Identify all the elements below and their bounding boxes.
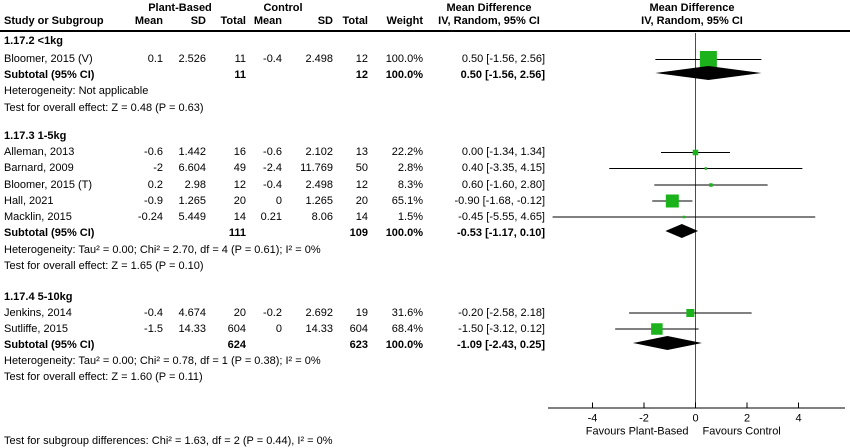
pb-sd: 14.33 xyxy=(178,322,206,335)
col-weight: Weight xyxy=(386,15,423,27)
col-ctl-mean: Mean xyxy=(253,15,282,27)
ctl-sd: 2.498 xyxy=(305,178,333,191)
ctl-total: 13 xyxy=(355,146,368,158)
study-name: Barnard, 2009 xyxy=(4,162,74,174)
favours-left-label: Favours Plant-Based xyxy=(585,425,689,438)
pb-mean: -0.4 xyxy=(144,306,163,319)
subtotal-pb-total: 111 xyxy=(228,227,246,239)
subgroup-title-row xyxy=(0,130,850,143)
subgroup-title: 1.17.3 1-5kg xyxy=(4,129,67,142)
subtotal-label: Subtotal (95% CI) xyxy=(4,338,95,351)
subtotal-ci: -1.09 [-2.43, 0.25] xyxy=(456,338,545,351)
subtotal-row xyxy=(0,339,850,352)
study-ci: 0.50 [-1.56, 2.56] xyxy=(461,53,545,65)
md-header-text-line2: IV, Random, 95% CI xyxy=(438,15,540,27)
ctl-sd: 2.692 xyxy=(305,306,333,319)
subtotal-pb-total: 11 xyxy=(234,69,246,81)
study-weight: 1.5% xyxy=(397,210,423,223)
study-ci: -0.90 [-1.68, -0.12] xyxy=(454,194,545,207)
overall-effect-row xyxy=(0,260,850,273)
study-weight: 100.0% xyxy=(385,53,423,65)
study-weight: 8.3% xyxy=(397,178,423,191)
study-row xyxy=(0,162,850,175)
study-row xyxy=(0,179,850,192)
col-study-or-subgroup: Study or Subgroup xyxy=(4,15,104,27)
study-name: Jenkins, 2014 xyxy=(4,306,72,319)
ctl-mean: -2.4 xyxy=(263,162,282,174)
study-name: Hall, 2021 xyxy=(4,194,54,207)
pb-mean: 0.2 xyxy=(147,178,163,191)
ctl-total: 12 xyxy=(355,53,368,65)
study-name: Macklin, 2015 xyxy=(4,210,72,223)
subgroup-title: 1.17.4 5-10kg xyxy=(4,290,73,303)
study-weight: 65.1% xyxy=(391,194,423,207)
subtotal-row xyxy=(0,227,850,240)
study-row xyxy=(0,195,850,208)
subtotal-row xyxy=(0,69,850,82)
subtotal-ctl-total: 12 xyxy=(355,69,368,81)
overall-effect-text: Test for overall effect: Z = 1.65 (P = 0.10) xyxy=(4,259,204,272)
heterogeneity-text: Heterogeneity: Tau² = 0.00; Chi² = 2.70, df = 4 (P = 0.61); I² = 0% xyxy=(4,243,321,256)
ctl-mean: -0.6 xyxy=(263,146,282,158)
ctl-total: 19 xyxy=(355,306,368,319)
ctl-total: 12 xyxy=(355,178,368,191)
pb-total: 11 xyxy=(234,53,246,65)
subtotal-ci: -0.53 [-1.17, 0.10] xyxy=(456,227,545,239)
pb-sd: 1.442 xyxy=(178,146,206,158)
col-pb-mean: Mean xyxy=(134,15,163,27)
col-ctl-total: Total xyxy=(342,15,368,27)
ctl-mean: 0.21 xyxy=(260,210,282,223)
study-name: Bloomer, 2015 (T) xyxy=(4,178,93,191)
study-weight: 22.2% xyxy=(391,146,423,158)
study-row xyxy=(0,146,850,159)
pb-mean: -2 xyxy=(153,162,163,174)
overall-effect-text: Test for overall effect: Z = 0.48 (P = 0.63) xyxy=(4,101,204,114)
pb-total: 20 xyxy=(233,306,246,319)
subtotal-weight: 100.0% xyxy=(385,227,423,239)
heterogeneity-text: Heterogeneity: Not applicable xyxy=(4,85,149,97)
header-divider xyxy=(0,30,850,32)
heterogeneity-row xyxy=(0,355,850,368)
pb-mean: 0.1 xyxy=(147,53,163,65)
subgroup-title-row xyxy=(0,35,850,48)
group-header-plant-based: Plant-Based xyxy=(148,2,212,14)
study-ci: -0.20 [-2.58, 2.18] xyxy=(458,306,545,319)
subtotal-weight: 100.0% xyxy=(385,338,423,351)
study-row xyxy=(0,211,850,224)
pb-mean: -0.24 xyxy=(137,210,163,223)
ctl-mean: -0.2 xyxy=(263,306,282,319)
study-row xyxy=(0,307,850,320)
ctl-total: 50 xyxy=(355,162,368,174)
ctl-mean: -0.4 xyxy=(263,53,282,65)
ctl-mean: 0 xyxy=(275,194,282,207)
pb-total: 20 xyxy=(233,194,246,207)
study-ci: -1.50 [-3.12, 0.12] xyxy=(458,322,545,335)
study-ci: -0.45 [-5.55, 4.65] xyxy=(458,210,545,223)
x-axis-tick-label: -4 xyxy=(587,412,598,425)
col-pb-total: Total xyxy=(220,15,246,27)
pb-sd: 2.98 xyxy=(184,178,206,191)
favours-right-label: Favours Control xyxy=(702,425,781,438)
subtotal-pb-total: 624 xyxy=(227,338,246,351)
study-name: Sutliffe, 2015 xyxy=(4,322,69,335)
pb-total: 14 xyxy=(233,210,246,223)
col-pb-sd: SD xyxy=(190,15,206,27)
ctl-total: 14 xyxy=(355,210,368,223)
ctl-sd: 14.33 xyxy=(305,322,333,335)
md-header-plot-line2: IV, Random, 95% CI xyxy=(641,15,743,27)
study-ci: 0.00 [-1.34, 1.34] xyxy=(461,146,545,158)
pb-sd: 5.449 xyxy=(178,210,206,223)
ctl-total: 604 xyxy=(349,322,368,335)
md-header-text-line1: Mean Difference xyxy=(446,2,532,14)
study-weight: 68.4% xyxy=(391,322,423,335)
overall-effect-row xyxy=(0,102,850,115)
subtotal-ci: 0.50 [-1.56, 2.56] xyxy=(460,69,545,81)
ctl-sd: 8.06 xyxy=(311,210,333,223)
heterogeneity-row xyxy=(0,244,850,257)
pb-mean: -0.6 xyxy=(144,146,163,158)
x-axis-tick-label: 2 xyxy=(743,412,751,425)
pb-sd: 6.604 xyxy=(178,162,206,174)
pb-total: 12 xyxy=(233,178,246,191)
ctl-sd: 11.769 xyxy=(300,162,333,174)
md-header-plot-line1: Mean Difference xyxy=(649,2,735,14)
ctl-mean: 0 xyxy=(275,322,282,335)
pb-sd: 4.674 xyxy=(178,306,206,319)
study-row xyxy=(0,53,850,66)
subgroup-title: 1.17.2 <1kg xyxy=(4,34,64,47)
subgroup-title-row xyxy=(0,291,850,304)
study-weight: 31.6% xyxy=(391,306,423,319)
study-name: Alleman, 2013 xyxy=(4,146,75,158)
study-name: Bloomer, 2015 (V) xyxy=(4,53,93,65)
pb-total: 16 xyxy=(233,146,246,158)
ctl-sd: 2.498 xyxy=(305,53,333,65)
subtotal-ctl-total: 109 xyxy=(349,227,368,239)
subtotal-label: Subtotal (95% CI) xyxy=(4,69,95,81)
pb-mean: -1.5 xyxy=(144,322,163,335)
ctl-total: 20 xyxy=(355,194,368,207)
ctl-sd: 1.265 xyxy=(305,194,333,207)
pb-sd: 1.265 xyxy=(178,194,206,207)
subtotal-weight: 100.0% xyxy=(385,69,423,81)
study-ci: 0.60 [-1.60, 2.80] xyxy=(461,178,545,191)
study-weight: 2.8% xyxy=(397,162,423,174)
x-axis-tick-label: 4 xyxy=(795,412,802,425)
x-axis-tick-label: 0 xyxy=(692,412,699,425)
col-ctl-sd: SD xyxy=(317,15,333,27)
pb-mean: -0.9 xyxy=(144,194,163,207)
overall-effect-text: Test for overall effect: Z = 1.60 (P = 0.11) xyxy=(4,370,203,383)
heterogeneity-row xyxy=(0,85,850,98)
subtotal-ctl-total: 623 xyxy=(349,338,368,351)
x-axis-tick-label: -2 xyxy=(639,412,649,425)
pb-total: 604 xyxy=(227,322,246,335)
subtotal-label: Subtotal (95% CI) xyxy=(4,227,95,239)
study-row xyxy=(0,323,850,336)
ctl-sd: 2.102 xyxy=(305,146,333,158)
pb-sd: 2.526 xyxy=(178,53,206,65)
ctl-mean: -0.4 xyxy=(263,178,282,191)
pb-total: 49 xyxy=(233,162,246,174)
overall-effect-row xyxy=(0,371,850,384)
subgroup-differences-test: Test for subgroup differences: Chi² = 1.63, df = 2 (P = 0.44), I² = 0% xyxy=(4,435,333,447)
study-ci: 0.40 [-3.35, 4.15] xyxy=(461,162,545,174)
heterogeneity-text: Heterogeneity: Tau² = 0.00; Chi² = 0.78, df = 1 (P = 0.38); I² = 0% xyxy=(4,354,321,367)
group-header-control: Control xyxy=(263,2,303,14)
